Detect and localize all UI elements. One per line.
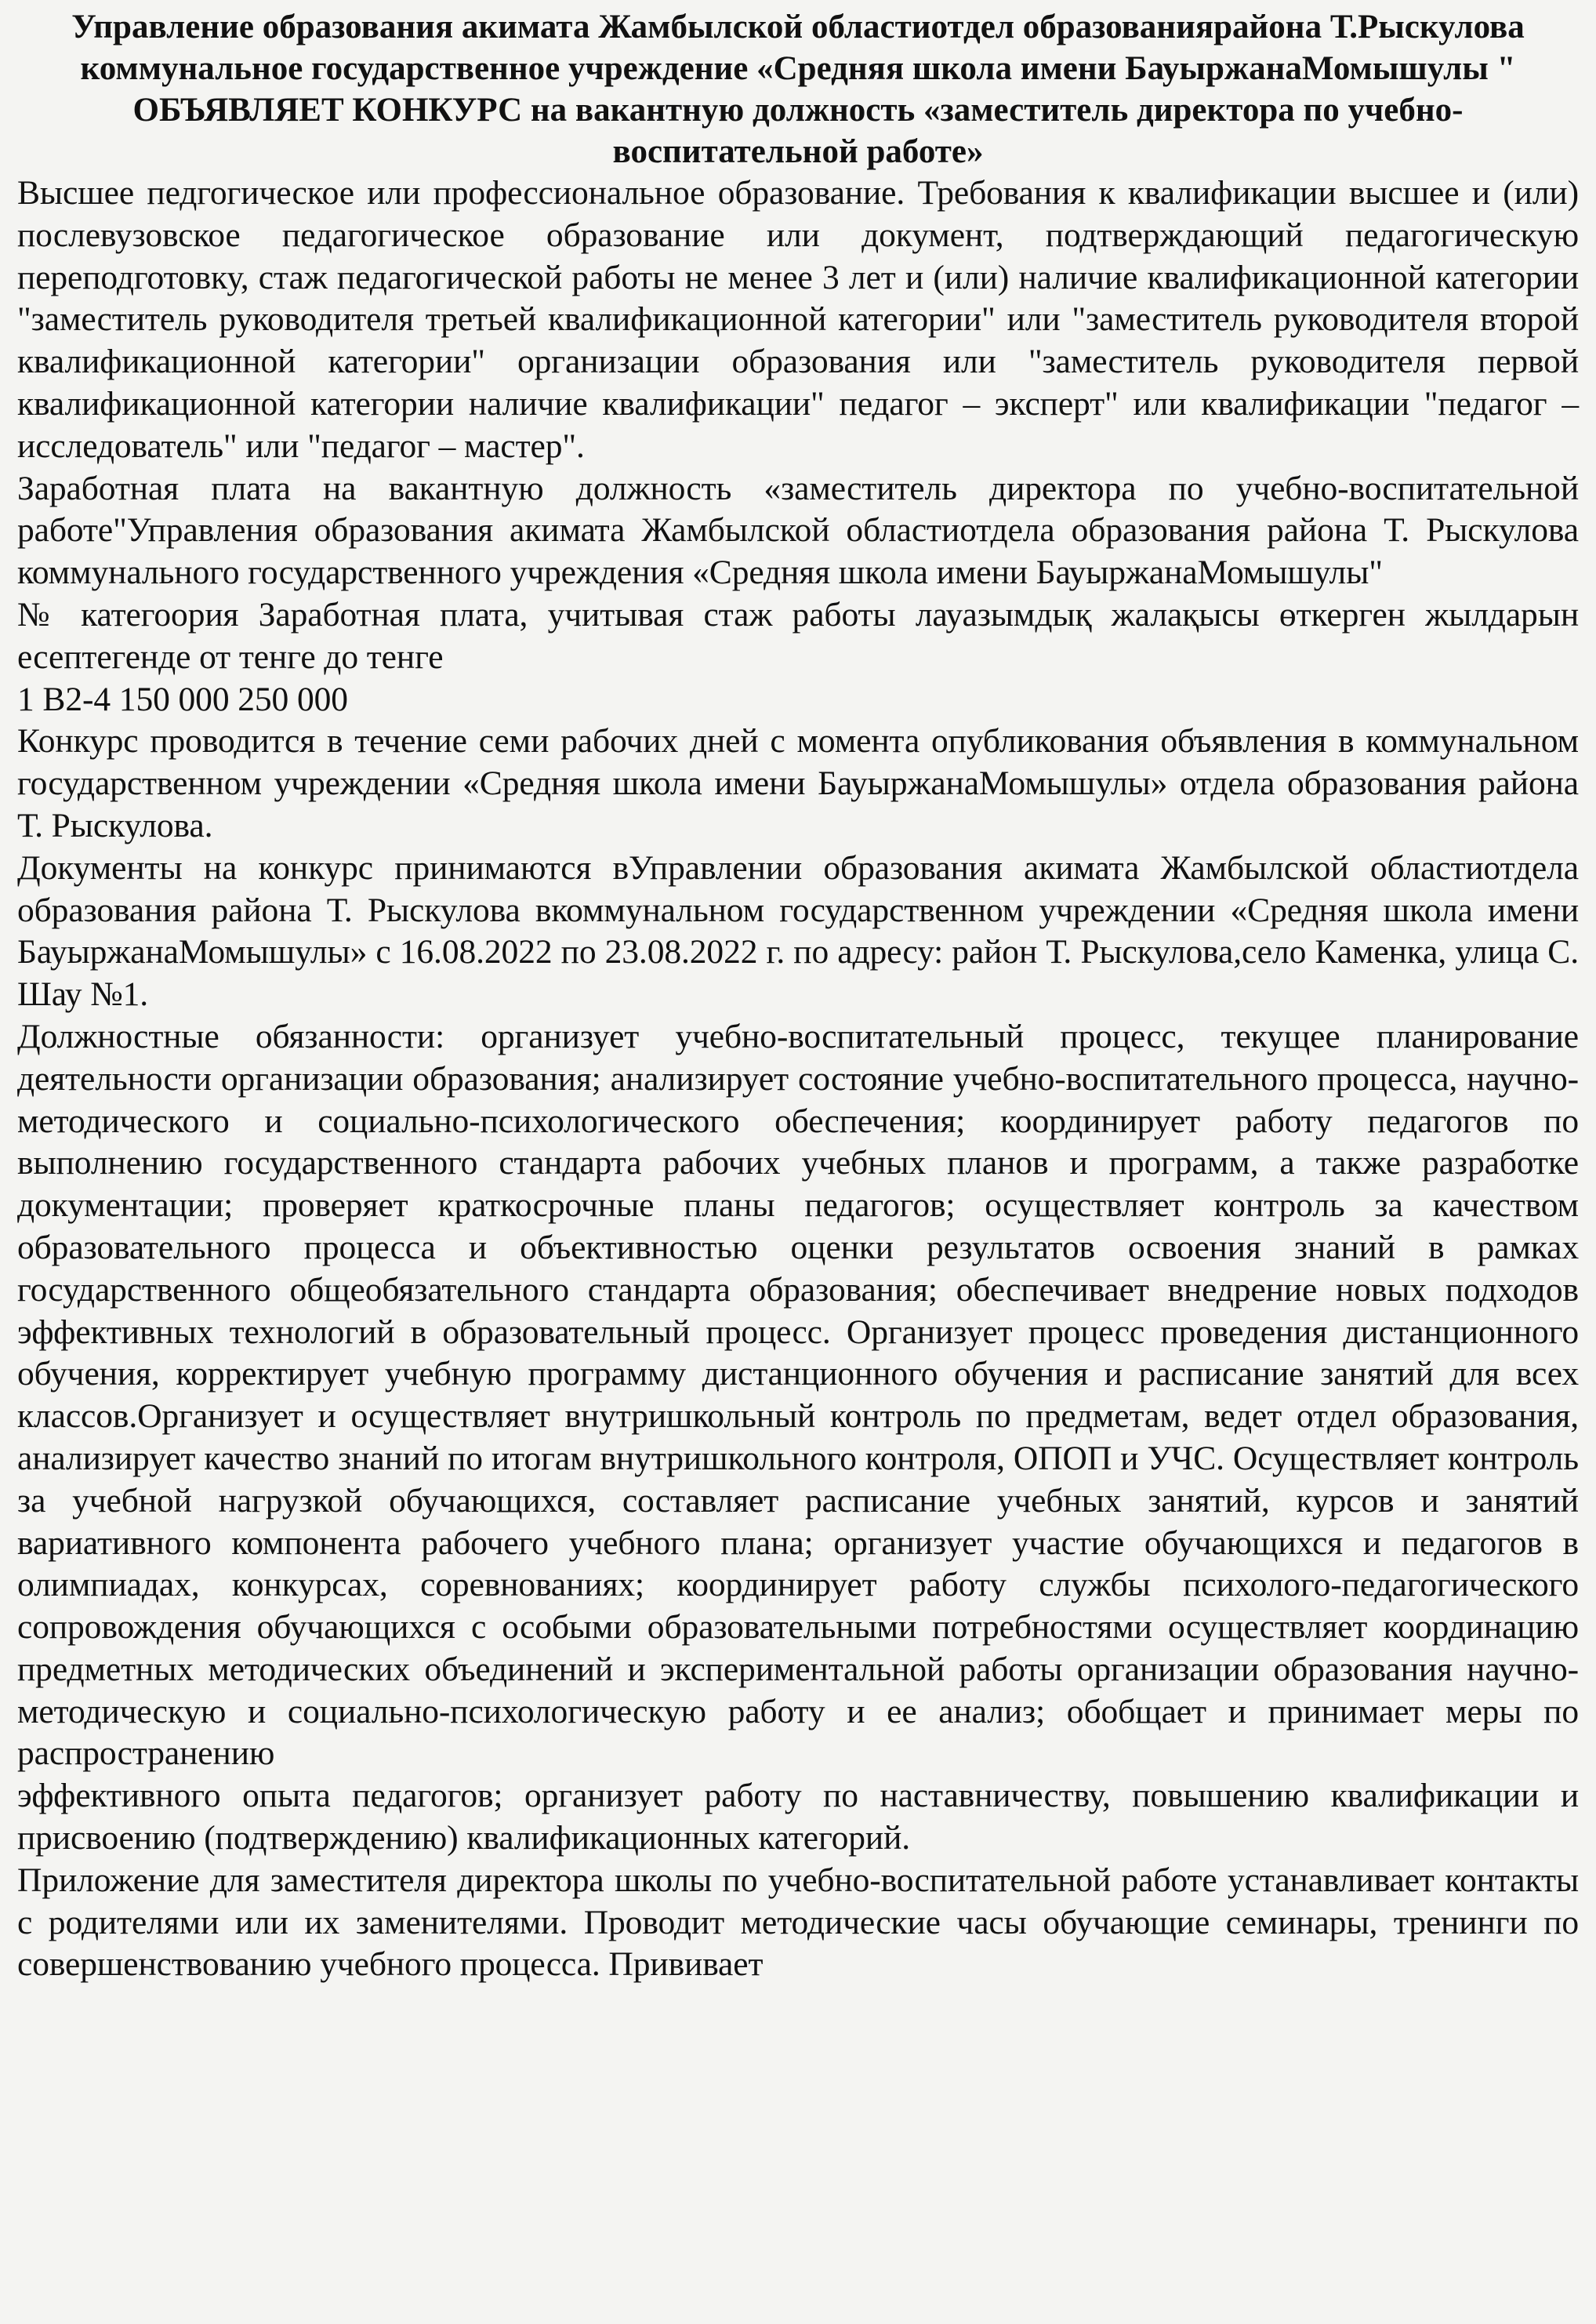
- duties-paragraph: Должностные обязанности: организует учебно-воспитательный процесс, текущее планирование деятельности организации образования; анализирует состояние учебно-воспитательного процесса, научно-методического и социально-психологического обеспечения; координирует работу педагогов по выполнению государственного стандарта рабочих учебных планов и программ, а также разработке документации; проверяет краткосрочные планы педагогов; осуществляет контроль за качеством образовательного процесса и объективностью оценки результатов освоения знаний в рамках государственного общеобязательного стандарта образования; обеспечивает внедрение новых подходов эффективных технологий в образовательный процесс. Организует процесс проведения дистанционного обучения, корректирует учебную программу дистанционного обучения и расписание занятий для всех классов.Организует и осуществляет внутришкольный контроль по предметам, ведет отдел образования, анализирует качество знаний по итогам внутришкольного контроля, ОПОП и УЧС. Осуществляет контроль за учебной нагрузкой обучающихся, составляет расписание учебных занятий, курсов и занятий вариативного компонента рабочего учебного плана; организует участие обучающихся и педагогов в олимпиадах, конкурсах, соревнованиях; координирует работу службы психолого-педагогического сопровождения обучающихся с особыми образовательными потребностями осуществляет координацию предметных методических объединений и экспериментальной работы организации образования научно-методическую и социально-психологическую работу и ее анализ; обобщает и принимает меры по распространению: [17, 1017, 1579, 1773]
- duties-continuation-paragraph: эффективного опыта педагогов; организует работу по наставничеству, повышению квалификации и присвоению (подтверждению) квалификационных категорий.: [17, 1777, 1579, 1857]
- contest-period-paragraph: Конкурс проводится в течение семи рабочих дней с момента опубликования объявления в коммунальном государственном учреждении «Средняя школа имени БауыржанаМомышулы» отдела образования района Т. Рыскулова.: [17, 722, 1579, 844]
- announcement-title: Управление образования акимата Жамбылской областиотдел образованиярайона Т.Рыскулова коммунальное государственное учреждение «Средняя школа имени БауыржанаМомышулы " ОБЪЯВЛЯЕТ КОНКУРС на вакантную должность «заместитель директора по учебно-воспитательной работе»: [71, 9, 1525, 170]
- documents-paragraph: Документы на конкурс принимаются вУправлении образования акимата Жамбылской областиотдела образования района Т. Рыскулова вкоммунальном государственном учреждении «Средняя школа имени БауыржанаМомышулы» с 16.08.2022 по 23.08.2022 г. по адресу: район Т. Рыскулова,село Каменка, улица С. Шау №1.: [17, 848, 1579, 1014]
- salary-table-row: 1 В2-4 150 000 250 000: [17, 680, 348, 718]
- salary-paragraph: Заработная плата на вакантную должность «заместитель директора по учебно-воспитательной работе"Управления образования акимата Жамбылской областиотдела образования района Т. Рыскулова коммунального государственного учреждения «Средняя школа имени БауыржанаМомышулы": [17, 469, 1579, 592]
- document-body: [17, 6, 1579, 1986]
- salary-table-header: № категоория Заработная плата, учитывая стаж работы лауазымдық жалақысы өткерген жылдарын есептегенде от тенге до тенге: [17, 595, 1579, 676]
- requirements-paragraph: Высшее педгогическое или профессиональное образование. Требования к квалификации высшее и (или) послевузовское педагогическое образование или документ, подтверждающий педагогическую переподготовку, стаж педагогической работы не менее 3 лет и (или) наличие квалификационной категории "заместитель руководителя третьей квалификационной категории" или "заместитель руководителя второй квалификационной категории" организации образования или "заместитель руководителя первой квалификационной категории наличие квалификации" педагог – эксперт" или квалификации "педагог – исследователь" или "педагог – мастер".: [17, 174, 1579, 465]
- appendix-paragraph: Приложение для заместителя директора школы по учебно-воспитательной работе устанавливает контакты с родителями или их заменителями. Проводит методические часы обучающие семинары, тренинги по совершенствованию учебного процесса. Прививает: [17, 1861, 1579, 1984]
